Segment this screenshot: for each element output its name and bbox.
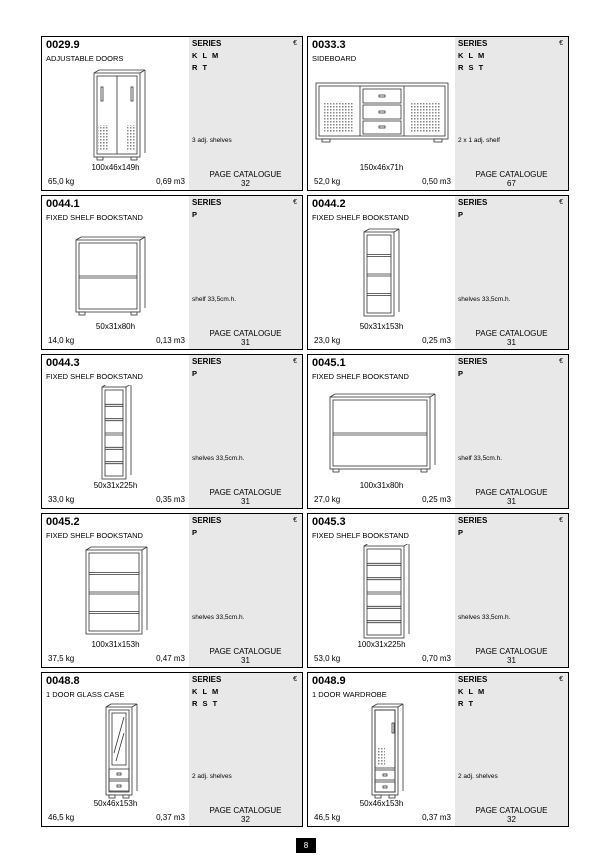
- shelf-note: 3 adj. shelves: [192, 137, 232, 144]
- product-code: 0044.3: [46, 357, 80, 369]
- product-dimensions: 50x46x153h: [359, 799, 404, 808]
- product-code: 0048.8: [46, 675, 80, 687]
- series-heading: SERIES: [192, 516, 222, 525]
- page-catalogue-label: PAGE CATALOGUE: [209, 170, 282, 179]
- series-heading: SERIES: [458, 198, 488, 207]
- product-info: [42, 355, 189, 508]
- page-catalogue-label: PAGE CATALOGUE: [475, 647, 548, 656]
- euro-icon: €: [293, 358, 297, 365]
- euro-icon: €: [293, 676, 297, 683]
- product-card: [41, 513, 303, 668]
- page-catalogue-label: PAGE CATALOGUE: [209, 647, 282, 656]
- product-weight: 52,0 kg: [314, 177, 341, 186]
- page-catalogue-label: PAGE CATALOGUE: [475, 806, 548, 815]
- series-heading: SERIES: [192, 39, 222, 48]
- series-codes-line-1: P: [192, 528, 199, 537]
- product-dimensions: 50x31x225h: [93, 481, 138, 490]
- product-info: [308, 196, 455, 349]
- product-volume: 0,69 m3: [156, 177, 185, 186]
- series-codes-line-1: K L M: [192, 687, 220, 696]
- page-catalogue-label: PAGE CATALOGUE: [209, 488, 282, 497]
- product-info: [308, 514, 455, 667]
- product-card: [41, 195, 303, 350]
- product-volume: 0,70 m3: [422, 654, 451, 663]
- product-drawing: [46, 226, 186, 322]
- product-volume: 0,37 m3: [422, 813, 451, 822]
- series-codes-line-2: R T: [458, 699, 475, 708]
- product-volume: 0,50 m3: [422, 177, 451, 186]
- product-weight: 46,5 kg: [314, 813, 341, 822]
- product-weight: 46,5 kg: [48, 813, 75, 822]
- medium-bookstand-icon: [312, 226, 452, 322]
- page-catalogue-number: 67: [507, 179, 516, 188]
- product-dimensions: 100x31x80h: [359, 481, 404, 490]
- product-info: [42, 37, 189, 190]
- product-drawing: [312, 67, 452, 163]
- product-weight: 53,0 kg: [314, 654, 341, 663]
- page-catalogue: [455, 647, 568, 665]
- product-info: [42, 514, 189, 667]
- product-dimensions: 50x31x153h: [359, 322, 404, 331]
- shelf-note: shelves 33,5cm.h.: [458, 614, 511, 621]
- shelf-note: shelves 33,5cm.h.: [458, 296, 511, 303]
- euro-icon: €: [293, 517, 297, 524]
- product-volume: 0,25 m3: [422, 336, 451, 345]
- wide-medium-bookstand-icon: [46, 544, 186, 640]
- page-catalogue: [455, 329, 568, 347]
- page-catalogue-number: 31: [241, 497, 250, 506]
- product-weight: 33,0 kg: [48, 495, 75, 504]
- shelf-note: shelves 33,5cm.h.: [192, 455, 245, 462]
- euro-icon: €: [559, 676, 563, 683]
- series-panel: [189, 37, 302, 190]
- series-panel: [455, 514, 568, 667]
- product-name: SIDEBOARD: [312, 54, 357, 63]
- euro-icon: €: [559, 517, 563, 524]
- sideboard-icon: [312, 67, 452, 163]
- shelf-note: shelf 33,5cm.h.: [192, 296, 237, 303]
- page-catalogue: [455, 170, 568, 188]
- page-catalogue: [189, 647, 302, 665]
- page-catalogue-label: PAGE CATALOGUE: [475, 170, 548, 179]
- series-codes-line-1: K L M: [458, 687, 486, 696]
- product-drawing: [312, 703, 452, 799]
- product-name: FIXED SHELF BOOKSTAND: [312, 213, 409, 222]
- product-drawing: [312, 544, 452, 640]
- product-weight: 65,0 kg: [48, 177, 75, 186]
- product-name: FIXED SHELF BOOKSTAND: [46, 213, 143, 222]
- single-wardrobe-icon: [312, 703, 452, 799]
- product-name: FIXED SHELF BOOKSTAND: [312, 531, 409, 540]
- series-panel: [189, 196, 302, 349]
- series-heading: SERIES: [458, 675, 488, 684]
- product-drawing: [46, 385, 186, 481]
- product-dimensions: 150x46x71h: [359, 163, 404, 172]
- product-card: [41, 354, 303, 509]
- product-info: [308, 37, 455, 190]
- product-code: 0044.1: [46, 198, 80, 210]
- product-weight: 27,0 kg: [314, 495, 341, 504]
- series-codes-line-1: P: [458, 369, 465, 378]
- series-panel: [455, 355, 568, 508]
- shelf-note: shelf 33,5cm.h.: [458, 455, 503, 462]
- product-code: 0045.3: [312, 516, 346, 528]
- euro-icon: €: [293, 40, 297, 47]
- low-bookstand-icon: [46, 226, 186, 322]
- page-catalogue: [455, 806, 568, 824]
- product-code: 0044.2: [312, 198, 346, 210]
- page-catalogue: [189, 329, 302, 347]
- product-code: 0048.9: [312, 675, 346, 687]
- shelf-note: 2 x 1 adj. shelf: [458, 137, 500, 144]
- euro-icon: €: [559, 40, 563, 47]
- series-codes-line-1: P: [192, 210, 199, 219]
- series-codes-line-1: P: [458, 210, 465, 219]
- page-catalogue-label: PAGE CATALOGUE: [475, 329, 548, 338]
- product-card: [307, 195, 569, 350]
- shelf-note: 2 adj. shelves: [458, 773, 498, 780]
- page-catalogue-label: PAGE CATALOGUE: [209, 806, 282, 815]
- product-grid: [41, 36, 569, 831]
- page-catalogue-number: 31: [241, 338, 250, 347]
- product-info: [308, 673, 455, 826]
- series-heading: SERIES: [458, 39, 488, 48]
- series-heading: SERIES: [458, 516, 488, 525]
- series-heading: SERIES: [192, 675, 222, 684]
- page-catalogue-label: PAGE CATALOGUE: [475, 488, 548, 497]
- page-catalogue-label: PAGE CATALOGUE: [209, 329, 282, 338]
- page-catalogue-number: 31: [507, 656, 516, 665]
- series-panel: [189, 355, 302, 508]
- product-weight: 14,0 kg: [48, 336, 75, 345]
- product-code: 0029.9: [46, 39, 80, 51]
- product-drawing: [46, 544, 186, 640]
- tall-bookstand-icon: [46, 385, 186, 481]
- product-card: [307, 513, 569, 668]
- product-dimensions: 100x46x149h: [91, 163, 140, 172]
- product-volume: 0,13 m3: [156, 336, 185, 345]
- shelf-note: shelves 33,5cm.h.: [192, 614, 245, 621]
- page-catalogue: [455, 488, 568, 506]
- series-panel: [455, 37, 568, 190]
- glass-case-icon: [46, 703, 186, 799]
- product-name: FIXED SHELF BOOKSTAND: [46, 531, 143, 540]
- product-volume: 0,35 m3: [156, 495, 185, 504]
- product-card: [41, 672, 303, 827]
- product-dimensions: 100x31x225h: [357, 640, 406, 649]
- product-name: 1 DOOR WARDROBE: [312, 690, 387, 699]
- product-dimensions: 50x46x153h: [93, 799, 138, 808]
- product-volume: 0,47 m3: [156, 654, 185, 663]
- series-panel: [189, 514, 302, 667]
- series-heading: SERIES: [192, 357, 222, 366]
- product-name: FIXED SHELF BOOKSTAND: [312, 372, 409, 381]
- product-drawing: [46, 703, 186, 799]
- series-codes-line-2: R T: [192, 63, 209, 72]
- series-heading: SERIES: [458, 357, 488, 366]
- series-codes-line-1: K L M: [458, 51, 486, 60]
- series-panel: [455, 196, 568, 349]
- page-catalogue-number: 31: [507, 338, 516, 347]
- product-code: 0033.3: [312, 39, 346, 51]
- page-catalogue: [189, 488, 302, 506]
- product-dimensions: 50x31x80h: [95, 322, 136, 331]
- product-card: [307, 354, 569, 509]
- product-info: [308, 355, 455, 508]
- product-name: ADJUSTABLE DOORS: [46, 54, 124, 63]
- product-drawing: [312, 385, 452, 481]
- product-drawing: [312, 226, 452, 322]
- product-card: [41, 36, 303, 191]
- product-drawing: [46, 67, 186, 163]
- product-weight: 37,5 kg: [48, 654, 75, 663]
- euro-icon: €: [559, 199, 563, 206]
- product-info: [42, 196, 189, 349]
- product-card: [307, 36, 569, 191]
- product-name: 1 DOOR GLASS CASE: [46, 690, 125, 699]
- series-codes-line-2: R S T: [458, 63, 485, 72]
- series-codes-line-1: P: [458, 528, 465, 537]
- wide-tall-bookstand-icon: [312, 544, 452, 640]
- product-card: [307, 672, 569, 827]
- product-volume: 0,25 m3: [422, 495, 451, 504]
- product-name: FIXED SHELF BOOKSTAND: [46, 372, 143, 381]
- series-heading: SERIES: [192, 198, 222, 207]
- page-catalogue-number: 32: [241, 815, 250, 824]
- page-number: 8: [296, 838, 316, 853]
- shelf-note: 2 adj. shelves: [192, 773, 232, 780]
- product-code: 0045.1: [312, 357, 346, 369]
- series-panel: [189, 673, 302, 826]
- page-catalogue-number: 31: [241, 656, 250, 665]
- wide-low-bookstand-icon: [312, 385, 452, 481]
- series-codes-line-2: R S T: [192, 699, 219, 708]
- product-weight: 23,0 kg: [314, 336, 341, 345]
- euro-icon: €: [559, 358, 563, 365]
- page-catalogue-number: 31: [507, 497, 516, 506]
- page-catalogue: [189, 170, 302, 188]
- series-panel: [455, 673, 568, 826]
- series-codes-line-1: P: [192, 369, 199, 378]
- euro-icon: €: [293, 199, 297, 206]
- product-dimensions: 100x31x153h: [91, 640, 140, 649]
- series-codes-line-1: K L M: [192, 51, 220, 60]
- product-info: [42, 673, 189, 826]
- product-code: 0045.2: [46, 516, 80, 528]
- page-catalogue-number: 32: [241, 179, 250, 188]
- page-catalogue-number: 32: [507, 815, 516, 824]
- product-volume: 0,37 m3: [156, 813, 185, 822]
- wardrobe-two-door-icon: [46, 67, 186, 163]
- page-catalogue: [189, 806, 302, 824]
